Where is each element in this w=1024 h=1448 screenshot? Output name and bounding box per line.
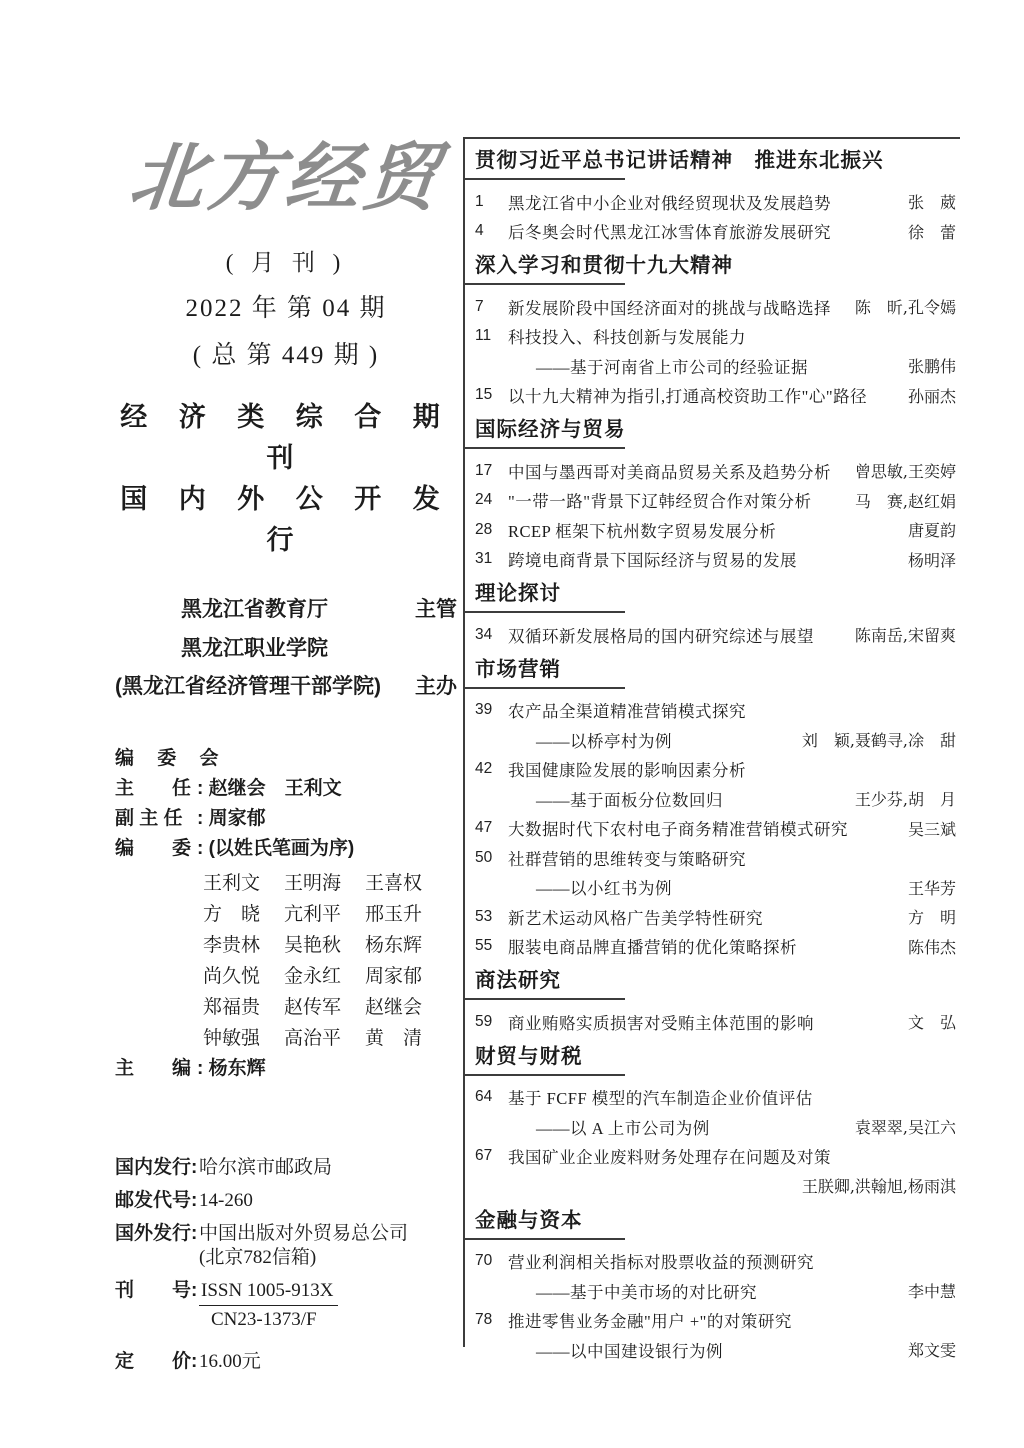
- publication-value-wrap: [199, 1156, 332, 1180]
- toc-article-authors: 方 明: [907, 908, 956, 928]
- toc-section-underline: [465, 611, 625, 613]
- publication-label: 邮发代号:: [115, 1190, 198, 1211]
- toc-section: [475, 253, 960, 410]
- toc-article-row: [475, 1007, 960, 1037]
- colon: :: [197, 1058, 204, 1079]
- toc-article-title: 基于 FCFF 模型的汽车制造企业价值评估: [508, 1089, 813, 1109]
- toc-section: [475, 1044, 960, 1201]
- issue-number: 2022 年 第 04 期: [185, 295, 387, 322]
- toc-article-title: 双循环新发展格局的国内研究综述与展望: [508, 626, 814, 646]
- issn-cn-block: [199, 1279, 338, 1332]
- toc-article-subtitle: ——基于面板分位数回归: [536, 790, 723, 810]
- members-row: [203, 868, 457, 899]
- toc-page-number: 17: [475, 461, 493, 479]
- table-of-contents: [463, 137, 960, 1361]
- toc-article-subtitle: ——以桥亭村为例: [536, 731, 672, 751]
- toc-article-authors: 吴三斌: [907, 819, 956, 839]
- toc-section-underline: [465, 1238, 625, 1240]
- toc-article-row: [475, 1247, 960, 1277]
- toc-page-number: 47: [475, 819, 493, 837]
- toc-article-row: [475, 755, 960, 785]
- toc-article-title: 社群营销的思维转变与策略研究: [508, 849, 746, 869]
- member-name: 方 晓: [203, 904, 261, 925]
- colon: :: [197, 778, 209, 799]
- toc-article-title: 商业贿赂实质损害对受贿主体范围的影响: [508, 1013, 814, 1033]
- toc-article-authors: 王华芳: [907, 878, 956, 898]
- toc-section-underline: [465, 998, 625, 1000]
- toc-section: [475, 417, 960, 574]
- publication-label: 刊 号:: [115, 1280, 198, 1301]
- toc-page-number: 70: [475, 1252, 493, 1270]
- member-name: 王利文: [203, 873, 261, 894]
- toc-section-title: 市场营销: [475, 657, 561, 681]
- toc-article-authors: 徐 蕾: [907, 222, 956, 242]
- publication-value: 14-260: [199, 1190, 253, 1211]
- toc-article-row: [475, 725, 960, 755]
- editorial-board-row: [115, 834, 457, 864]
- member-name: 邢玉升: [365, 904, 423, 925]
- toc-article-title: 后冬奥会时代黑龙江冰雪体育旅游发展研究: [508, 223, 831, 243]
- toc-article-title: 我国健康险发展的影响因素分析: [508, 761, 746, 781]
- member-name: 赵继会: [365, 997, 423, 1018]
- editorial-members-grid: [203, 868, 457, 1054]
- toc-article-title: 服装电商品牌直播营销的优化策略探析: [508, 938, 797, 958]
- publication-value-2: (北京782信箱): [199, 1247, 317, 1268]
- toc-article-title: 科技投入、科技创新与发展能力: [508, 328, 746, 348]
- toc-article-row: [475, 873, 960, 903]
- organizer-name: 黑龙江职业学院: [181, 637, 328, 660]
- toc-page-number: 42: [475, 760, 493, 778]
- toc-article-authors: 杨明泽: [907, 550, 956, 570]
- toc-section: [475, 1208, 960, 1365]
- toc-article-authors: 曾思敏,王奕婷: [854, 462, 956, 482]
- member-name: 金永红: [284, 966, 342, 987]
- member-name: 周家郁: [365, 966, 423, 987]
- toc-section-title: 国际经济与贸易: [475, 418, 626, 441]
- toc-article-row: [475, 381, 960, 411]
- toc-article-row: [475, 1276, 960, 1306]
- publication-value-wrap: [199, 1189, 253, 1213]
- editorial-role-value: 赵继会 王利文: [208, 778, 342, 799]
- editorial-board-title: 编 委 会: [115, 748, 228, 769]
- editorial-role-label: 主 任: [115, 778, 192, 799]
- member-name: 高治平: [284, 1028, 342, 1049]
- toc-article-row: [475, 515, 960, 545]
- toc-article-authors: 张鹏伟: [907, 357, 956, 377]
- toc-article-row: [475, 932, 960, 962]
- publication-value: 哈尔滨市邮政局: [199, 1157, 333, 1178]
- toc-article-authors: 李中慧: [907, 1282, 956, 1302]
- toc-page-number: 55: [475, 937, 493, 955]
- toc-page-number: 34: [475, 625, 493, 643]
- toc-section-underline: [465, 687, 625, 689]
- publication-row: [115, 1189, 457, 1213]
- toc-article-authors: 陈南岳,宋留爽: [854, 626, 956, 646]
- toc-page-number: 7: [475, 297, 484, 315]
- toc-section-underline: [465, 447, 625, 449]
- toc-section-underline: [465, 178, 625, 180]
- member-name: 亢利平: [284, 904, 342, 925]
- toc-section: [475, 581, 960, 650]
- publication-label: 定 价:: [115, 1351, 198, 1372]
- toc-article-subtitle: ——以 A 上市公司为例: [536, 1118, 710, 1138]
- member-name: 尚久悦: [203, 966, 261, 987]
- colon: :: [197, 808, 209, 829]
- toc-article-title: 大数据时代下农村电子商务精准营销模式研究: [508, 820, 848, 840]
- toc-section-underline: [465, 1074, 625, 1076]
- toc-section-title: 深入学习和贯彻十九大精神: [475, 254, 733, 277]
- toc-article-title: 农产品全渠道精准营销模式探究: [508, 702, 746, 722]
- publication-info-block: [115, 1156, 457, 1383]
- member-name: 李贵林: [203, 935, 261, 956]
- chief-editor-label: 主 编: [115, 1058, 192, 1079]
- toc-page-number: 78: [475, 1311, 493, 1329]
- members-row: [203, 992, 457, 1023]
- toc-article-row: [475, 784, 960, 814]
- editorial-role-label: 编 委: [115, 838, 192, 859]
- journal-category: 经 济 类 综 合 期 刊: [120, 402, 452, 473]
- toc-page-number: 1: [475, 192, 484, 210]
- toc-article-subtitle: ——以小红书为例: [536, 879, 672, 899]
- toc-section-underline: [465, 283, 625, 285]
- publication-label: 国外发行:: [115, 1223, 198, 1244]
- issn-number: ISSN 1005-913X: [199, 1279, 338, 1306]
- toc-article-row: [475, 486, 960, 516]
- chief-editor-row: [115, 1054, 457, 1084]
- toc-article-authors: 袁翠翠,吴江六: [854, 1118, 956, 1138]
- toc-article-row: [475, 456, 960, 486]
- member-name: 钟敏强: [203, 1028, 261, 1049]
- toc-article-authors: 马 赛,赵红娟: [854, 491, 956, 511]
- toc-section-title: 商法研究: [475, 969, 561, 992]
- member-name: 赵传军: [284, 997, 342, 1018]
- toc-page-number: 4: [475, 222, 484, 240]
- toc-page-number: 50: [475, 848, 493, 866]
- toc-article-subtitle: ——以中国建设银行为例: [536, 1341, 723, 1361]
- toc-article-title: 推进零售业务金融"用户 +"的对策研究: [508, 1312, 792, 1332]
- toc-article-row: [475, 620, 960, 650]
- members-row: [203, 1023, 457, 1054]
- chief-editor-name: 杨东辉: [208, 1058, 266, 1079]
- toc-section: [475, 148, 960, 246]
- colon: :: [197, 838, 209, 859]
- toc-article-title: 中国与墨西哥对美商品贸易关系及趋势分析: [508, 462, 831, 482]
- toc-authors-row: [475, 1171, 960, 1201]
- supervisor-name: 黑龙江省教育厅: [181, 598, 328, 621]
- toc-article-title: RCEP 框架下杭州数字贸易发展分析: [508, 521, 777, 541]
- toc-page-number: 53: [475, 907, 493, 925]
- toc-article-row: [475, 1306, 960, 1336]
- members-row: [203, 899, 457, 930]
- toc-section: [475, 657, 960, 962]
- journal-distribution: 国 内 外 公 开 发 行: [120, 484, 452, 555]
- publication-value-wrap: [199, 1222, 408, 1270]
- member-name: 王明海: [284, 873, 342, 894]
- toc-article-subtitle: ——基于中美市场的对比研究: [536, 1282, 757, 1302]
- toc-section: [475, 968, 960, 1037]
- toc-article-title: 新艺术运动风格广告美学特性研究: [508, 908, 763, 928]
- organizer-alt-name: (黑龙江省经济管理干部学院): [115, 675, 381, 698]
- toc-article-title: 营业利润相关指标对股票收益的预测研究: [508, 1253, 814, 1273]
- publication-row: [115, 1222, 457, 1270]
- toc-section-title: 财贸与财税: [475, 1044, 583, 1068]
- toc-article-authors: 陈 昕,孔令嫣: [854, 298, 956, 318]
- toc-article-row: [475, 545, 960, 575]
- member-name: 吴艳秋: [284, 935, 342, 956]
- toc-article-authors: 刘 颖,聂鹤寻,凃 甜: [801, 731, 956, 751]
- toc-page-number: 67: [475, 1147, 493, 1165]
- editorial-board-row: [115, 774, 457, 804]
- toc-article-title: "一带一路"背景下辽韩经贸合作对策分析: [508, 492, 812, 512]
- publication-row: [115, 1279, 457, 1338]
- toc-page-number: 15: [475, 386, 493, 404]
- toc-page-number: 31: [475, 550, 493, 568]
- toc-article-authors: 王朕卿,洪翰旭,杨雨淇: [801, 1177, 956, 1197]
- publication-value-wrap: [199, 1350, 261, 1374]
- toc-article-row: [475, 217, 960, 247]
- issn-cn-stack: [199, 1279, 338, 1332]
- toc-article-row: [475, 902, 960, 932]
- toc-page-number: 59: [475, 1012, 493, 1030]
- toc-article-row: [475, 696, 960, 726]
- publication-value: 16.00元: [199, 1351, 261, 1372]
- member-name: 黄 清: [365, 1028, 423, 1049]
- member-name: 杨东辉: [365, 935, 423, 956]
- toc-page-number: 11: [475, 327, 492, 345]
- toc-article-row: [475, 322, 960, 352]
- toc-article-authors: 文 弘: [907, 1013, 956, 1033]
- toc-article-row: [475, 1142, 960, 1172]
- toc-article-row: [475, 292, 960, 322]
- editorial-board-rows: [115, 774, 457, 864]
- toc-page-number: 39: [475, 701, 493, 719]
- publication-row: [115, 1156, 457, 1180]
- toc-section-title: 金融与资本: [475, 1208, 583, 1232]
- editorial-board-block: [115, 744, 457, 1084]
- journal-info-column: [115, 128, 457, 1428]
- toc-article-row: [475, 351, 960, 381]
- journal-logo: 北方经贸: [125, 135, 447, 221]
- editorial-role-value: (以姓氏笔画为序): [208, 838, 355, 859]
- toc-article-row: [475, 843, 960, 873]
- editorial-role-value: 周家郁: [208, 808, 266, 829]
- sponsor-block: [115, 597, 457, 700]
- toc-article-authors: 张 葳: [907, 193, 956, 213]
- editorial-board-row: [115, 804, 457, 834]
- journal-frequency: ( 月 刊 ): [225, 250, 347, 275]
- toc-article-title: 新发展阶段中国经济面对的挑战与战略选择: [508, 298, 831, 318]
- toc-article-authors: 王少芬,胡 月: [854, 790, 956, 810]
- supervisor-role: 主管: [415, 598, 457, 621]
- toc-article-title: 黑龙江省中小企业对俄经贸现状及发展趋势: [508, 193, 831, 213]
- member-name: 郑福贵: [203, 997, 261, 1018]
- cumulative-issue-number: ( 总 第 449 期 ): [192, 342, 380, 369]
- toc-article-authors: 陈伟杰: [907, 937, 956, 957]
- toc-article-row: [475, 1335, 960, 1365]
- toc-article-authors: 唐夏韵: [907, 521, 956, 541]
- toc-article-row: [475, 1112, 960, 1142]
- toc-article-title: 以十九大精神为指引,打通高校资助工作"心"路径: [508, 387, 868, 407]
- member-name: 王喜权: [365, 873, 423, 894]
- toc-article-row: [475, 1083, 960, 1113]
- toc-article-row: [475, 814, 960, 844]
- toc-section-title: 理论探讨: [475, 582, 561, 605]
- publication-value: 中国出版对外贸易总公司: [199, 1223, 409, 1244]
- toc-page-number: 64: [475, 1088, 493, 1106]
- organizer-role: 主办: [415, 675, 457, 698]
- members-row: [203, 961, 457, 992]
- toc-article-row: [475, 187, 960, 217]
- toc-article-title: 跨境电商背景下国际经济与贸易的发展: [508, 551, 797, 571]
- toc-article-authors: 郑文雯: [907, 1341, 956, 1361]
- editorial-role-label: 副 主 任: [115, 808, 183, 829]
- toc-page-number: 28: [475, 520, 493, 538]
- toc-article-authors: 孙丽杰: [907, 386, 956, 406]
- members-row: [203, 930, 457, 961]
- toc-article-subtitle: ——基于河南省上市公司的经验证据: [536, 357, 808, 377]
- publication-label: 国内发行:: [115, 1157, 198, 1178]
- toc-page-number: 24: [475, 491, 493, 509]
- toc-article-title: 我国矿业企业废料财务处理存在问题及对策: [508, 1148, 831, 1168]
- toc-section-title: 贯彻习近平总书记讲话精神 推进东北振兴: [475, 149, 884, 172]
- cn-number: CN23-1373/F: [211, 1309, 317, 1330]
- publication-row: [115, 1350, 457, 1374]
